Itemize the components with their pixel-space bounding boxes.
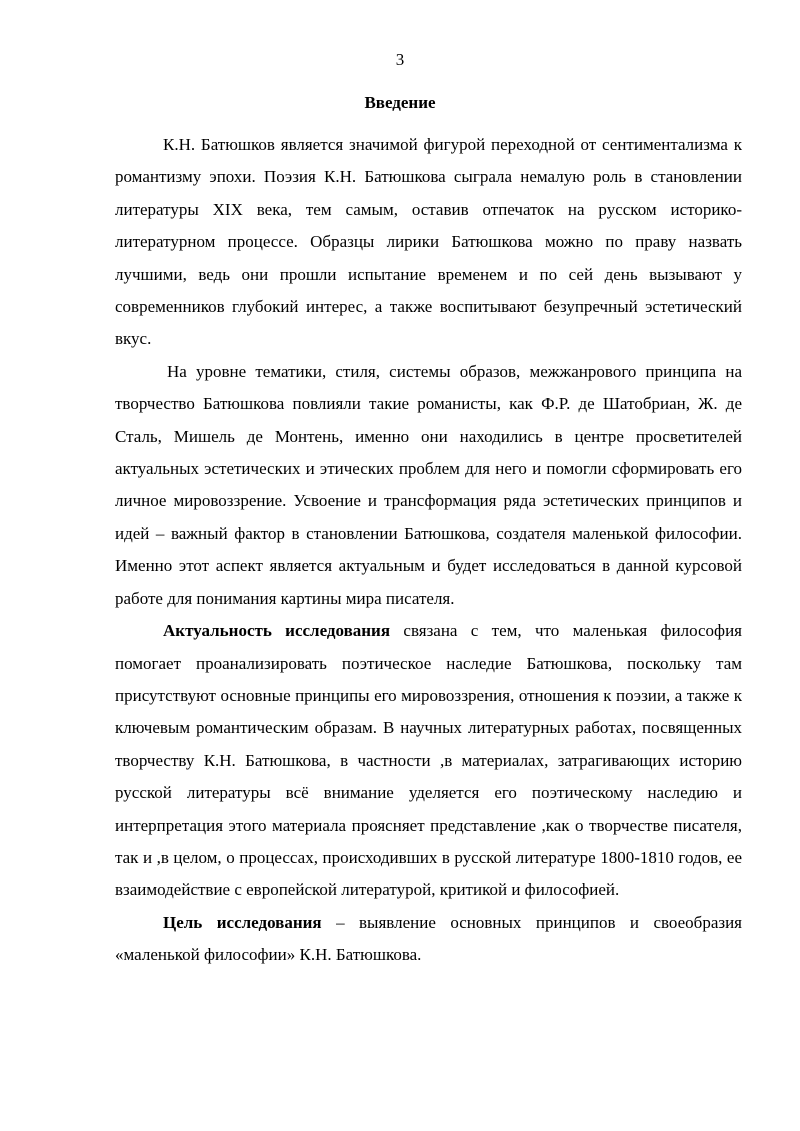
paragraph-text: На уровне тематики, стиля, системы образов, межжанрового принципа на творчество Батюшкова повлияли такие романисты, как Ф.Р. де Шатобриан, Ж. де Сталь, Мишель де Монтень, именно они находились в центре просветителей актуальных эстетических и этических проблем для него и помогли сформировать его личное мировоззрение. Усвоение и трансформация ряда эстетических принципов и идей – важный фактор в становлении Батюшкова, создателя маленькой философии. Именно этот аспект является актуальным и будет исследоваться в данной курсовой работе для понимания картины мира писателя. [115, 361, 742, 608]
paragraph-intro [115, 129, 742, 356]
paragraph-lead: Актуальность исследования [163, 621, 391, 641]
page-number: 3 [395, 50, 405, 69]
paragraph-text: – выявление основных принципов и своеобразия «маленькой философии» К.Н. Батюшкова. [115, 912, 743, 965]
section-heading: Введение [364, 93, 436, 112]
paragraph-text: К.Н. Батюшков является значимой фигурой переходной от сентиментализма к романтизму эпохи. Поэзия К.Н. Батюшкова сыграла немалую роль в становлении литературы XIX века, тем самым, оставив отпечаток на русском историко-литературном процессе. Образцы лирики Батюшкова можно по праву назвать лучшими, ведь они прошли испытание временем и по сей день вызывают у современников глубокий интерес, а также воспитывают безупречный эстетический вкус. [115, 135, 742, 349]
paragraph-influences [115, 356, 742, 615]
paragraph-relevance [115, 615, 742, 907]
paragraph-goal [115, 907, 742, 972]
body-text [115, 129, 742, 972]
paragraph-lead: Цель исследования [163, 912, 322, 932]
paragraph-text: связана с тем, что маленькая философия помогает проанализировать поэтическое наследие Батюшкова, поскольку там присутствуют основные принципы его мировоззрения, отношения к поэзии, а также к ключевым романтическим образам. В научных литературных работах, посвященных творчеству К.Н. Батюшкова, в частности ,в материалах, затрагивающих историю русской литературы всё внимание уделяется его поэтическому наследию и интерпретация этого материала проясняет представление ,как о творчестве писателя, так и ,в целом, о процессах, происходивших в русской литературе 1800-1810 годов, ее взаимодействие с европейской литературой, критикой и философией. [115, 621, 742, 900]
